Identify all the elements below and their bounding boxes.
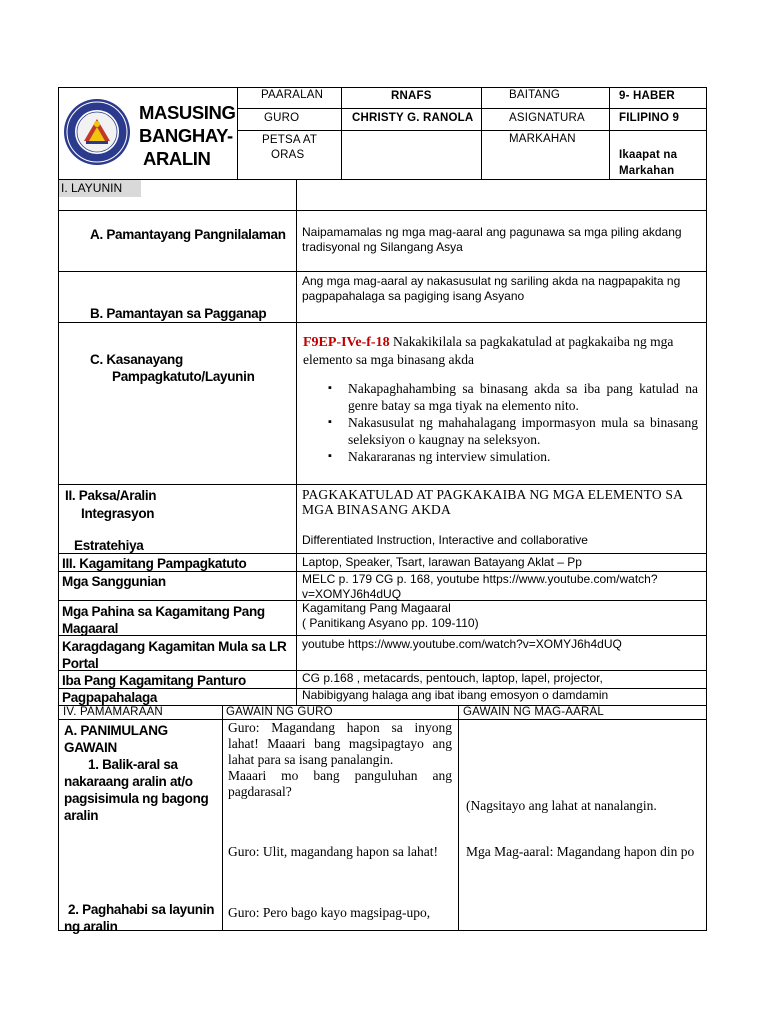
school-label: PAARALAN: [261, 89, 324, 101]
list-item: ▪ Nakararanas ng interview simulation.: [328, 448, 698, 465]
teacher-value: CHRISTY G. RANOLA: [352, 112, 474, 124]
student-line-1: (Nagsitayo ang lahat at nanalangin.: [466, 798, 657, 813]
lr-portal-value: youtube https://www.youtube.com/watch?v=XOMYJ6h4dUQ: [302, 637, 622, 651]
competency-block: [303, 333, 698, 465]
school-value: RNAFS: [391, 90, 432, 102]
learner-pages-value: Kagamitang Pang Magaaral ( Panitikang Asyano pp. 109-110): [302, 601, 479, 630]
competency-text: Nakakikilala sa pagkakatulad at pagkakaiba ng mga elemento sa mga binasang akda: [303, 334, 674, 367]
competency-bullets: [328, 380, 698, 465]
other-materials-value: CG p.168 , metacards, pentouch, laptop, lapel, projector,: [302, 671, 603, 685]
teacher-line-3: Guro: Ulit, magandang hapon sa lahat!: [228, 844, 438, 859]
lr-portal-label: Karagdagang Kagamitan Mula sa LR Portal: [62, 639, 287, 671]
date-label: PETSA AT ORAS: [262, 134, 318, 161]
content-standard-label: A. Pamantayang Pangnilalaman: [90, 227, 286, 242]
teacher-activity-header: GAWAIN NG GURO: [226, 706, 333, 718]
student-line-2: Mga Mag-aaral: Magandang hapon din po: [466, 844, 695, 859]
performance-standard-label: B. Pamantayan sa Pagganap: [90, 306, 267, 321]
valuing-label: Pagpapahalaga: [62, 690, 158, 705]
competency-code: F9EP-IVe-f-18: [303, 335, 390, 350]
topic-label: II. Paksa/Aralin: [65, 488, 157, 503]
list-item: ▪ Nakasusulat ng mahahalagang impormasyon mula sa binasang seleksiyon o kaugnay na seleksyon.: [328, 414, 698, 448]
integration-label: Integrasyon: [81, 506, 155, 521]
teacher-line-1: Guro: Magandang hapon sa inyong lahat! Maaari bang magsipagtayo ang lahat para sa isang panalangin.: [228, 720, 452, 767]
materials-value: Laptop, Speaker, Tsart, larawan Batayang Aklat – Pp: [302, 555, 582, 569]
step-2-label: 2. Paghahabi sa layunin ng aralin: [64, 902, 215, 934]
student-activity-header: GAWAIN NG MAG-AARAL: [463, 706, 604, 718]
procedure-header: IV. PAMAMARAAN: [63, 706, 163, 718]
other-materials-label: Iba Pang Kagamitang Panturo: [62, 673, 246, 688]
performance-standard-value: Ang mga mag-aaral ay nakasusulat ng sariling akda na nagpapakita ng pagpapahalaga sa pagiging isang Asyano: [302, 274, 681, 303]
valuing-value: Nabibigyang halaga ang ibat ibang emosyon o damdamin: [302, 688, 609, 702]
lesson-plan-title: MASUSING BANGHAY- ARALIN: [139, 102, 236, 169]
teacher-label: GURO: [264, 112, 300, 124]
step-a-label: A. PANIMULANG GAWAIN: [64, 723, 168, 755]
step-1-label: 1. Balik-aral sa nakaraang aralin at/o pagsisimula ng bagong aralin: [64, 757, 209, 823]
list-item: ▪ Nakapaghahambing sa binasang akda sa iba pang katulad na genre batay sa mga tiyak na elemento nito.: [328, 380, 698, 414]
learner-pages-label: Mga Pahina sa Kagamitang Pang Magaaral: [62, 604, 265, 636]
subject-label: ASIGNATURA: [509, 112, 585, 124]
strategy-value: Differentiated Instruction, Interactive and collaborative: [302, 533, 588, 547]
references-label: Mga Sanggunian: [62, 574, 166, 589]
grade-label: BAITANG: [509, 89, 561, 101]
grade-value: 9- HABER: [619, 90, 675, 102]
deped-seal-logo: [62, 97, 132, 167]
strategy-label: Estratehiya: [74, 538, 144, 553]
teacher-line-2: Maaari mo bang panguluhan ang pagdarasal?: [228, 768, 452, 799]
topic-value: PAGKAKATULAD AT PAGKAKAIBA NG MGA ELEMENTO SA MGA BINASANG AKDA: [302, 487, 683, 517]
references-value: MELC p. 179 CG p. 168, youtube https://www.youtube.com/watch?v=XOMYJ6h4dUQ: [302, 572, 658, 601]
quarter-value: Ikaapat na Markahan: [619, 149, 678, 177]
subject-value: FILIPINO 9: [619, 112, 680, 124]
section-objectives-title: I. LAYUNIN: [59, 180, 141, 197]
quarter-label: MARKAHAN: [509, 133, 576, 145]
content-standard-value: Naipamamalas ng mga mag-aaral ang pagunawa sa mga piling akdang tradisyonal ng Silangang Asya: [302, 225, 682, 254]
competency-label: C. Kasanayang Pampagkatuto/Layunin: [90, 352, 255, 384]
teacher-line-4: Guro: Pero bago kayo magsipag-upo,: [228, 905, 431, 920]
materials-label: III. Kagamitang Pampagkatuto: [62, 556, 247, 571]
